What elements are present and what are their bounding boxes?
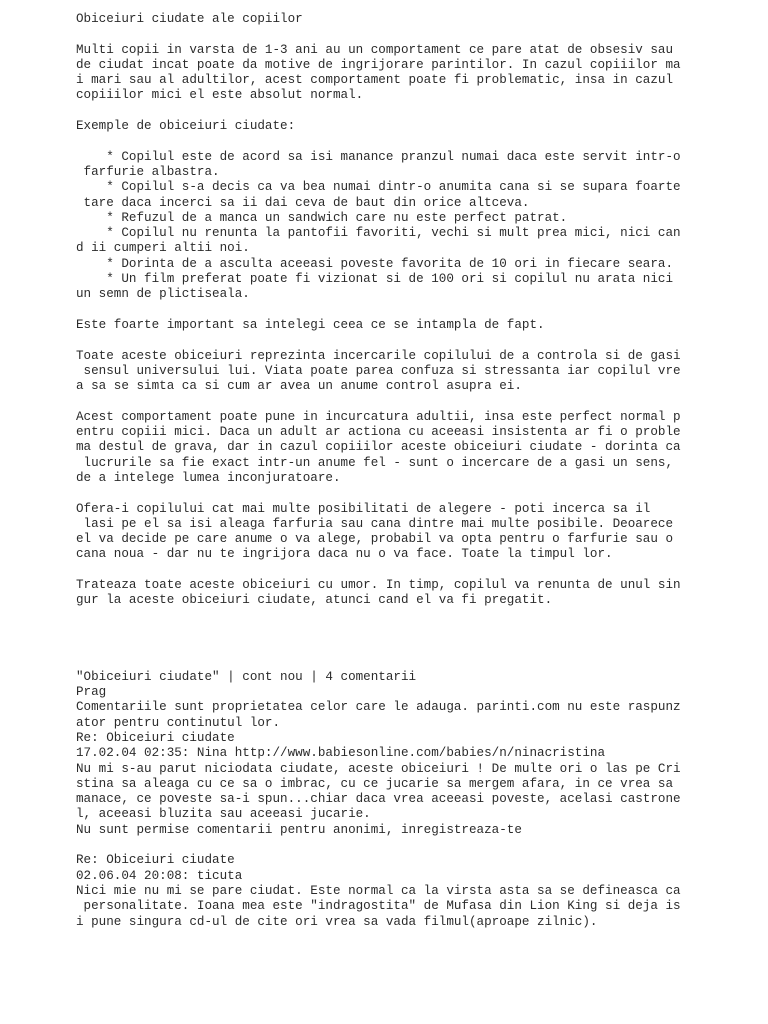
threshold-label: Prag	[76, 685, 107, 700]
comments-section	[76, 670, 716, 930]
text-line: cana noua - dar nu te ingrijora daca nu o va face. Toate la timpul lor.	[76, 547, 613, 562]
text-line: gur la aceste obiceiuri ciudate, atunci cand el va fi pregatit.	[76, 593, 553, 608]
comment-meta: 17.02.04 02:35: Nina http://www.babiesonline.com/babies/n/ninacristina	[76, 746, 606, 761]
text-line: Multi copii in varsta de 1-3 ani au un comportament ce pare atat de obsesiv sau	[76, 42, 674, 57]
text-line: de a intelege lumea inconjuratoare.	[76, 470, 341, 485]
text-line: i mari sau al adultilor, acest comportament poate fi problematic, insa in cazul	[76, 73, 674, 88]
comment-body-line: personalitate. Ioana mea este "indragostita" de Mufasa din Lion King si deja is	[76, 899, 681, 914]
comment-body-line: Nici mie nu mi se pare ciudat. Este normal ca la virsta asta sa se defineasca ca	[76, 883, 681, 898]
spacer	[76, 27, 716, 42]
spacer	[76, 563, 716, 578]
comment-body-line: Nu mi s-au parut niciodata ciudate, aceste obiceiuri ! De multe ori o las pe Cri	[76, 761, 681, 776]
examples-list	[76, 150, 716, 303]
spacer	[76, 134, 716, 149]
text-line: de ciudat incat poate da motive de ingrijorare parintilor. In cazul copiiilor ma	[76, 57, 681, 72]
list-item-line: tare daca incerci sa ii dai ceva de baut din orice altceva.	[76, 195, 530, 210]
paragraph-1	[76, 349, 716, 395]
list-item-line: * Copilul este de acord sa isi manance pranzul numai daca este servit intr-o	[76, 149, 681, 164]
text-line: Ofera-i copilului cat mai multe posibilitati de alegere - poti incerca sa il	[76, 501, 651, 516]
list-item-line: * Dorinta de a asculta aceeasi poveste favorita de 10 ori in fiecare seara.	[76, 256, 674, 271]
disclaimer-line: ator pentru continutul lor.	[76, 715, 281, 730]
intro-paragraph	[76, 43, 716, 104]
comment-body-line: manace, ce poveste sa-i spun...chiar daca vrea aceeasi poveste, acelasi castrone	[76, 792, 681, 807]
paragraph-4	[76, 578, 716, 609]
paragraph-2	[76, 410, 716, 486]
text-line: copiiilor mici el este absolut normal.	[76, 88, 364, 103]
list-item-line: farfurie albastra.	[76, 164, 220, 179]
list-item-line: * Copilul s-a decis ca va bea numai dintr-o anumita cana si se supara foarte	[76, 180, 681, 195]
paragraph-3	[76, 502, 716, 563]
comment	[76, 731, 716, 838]
important-line: Este foarte important sa intelegi ceea ce se intampla de fapt.	[76, 317, 545, 332]
comment-subject: Re: Obiceiuri ciudate	[76, 853, 235, 868]
comment-meta: 02.06.04 20:08: ticuta	[76, 868, 243, 883]
disclaimer-line: Comentariile sunt proprietatea celor care le adauga. parinti.com nu este raspunz	[76, 700, 681, 715]
text-line: entru copiii mici. Daca un adult ar actiona cu aceeasi insistenta ar fi o proble	[76, 425, 681, 440]
document-page	[76, 12, 716, 930]
comment-body-line: l, aceeasi bluzita sau aceeasi jucarie.	[76, 807, 371, 822]
text-line: ma destul de grava, dar in cazul copiiilor aceste obiceiuri ciudate - dorinta ca	[76, 440, 681, 455]
text-line: lasi pe el sa isi aleaga farfuria sau cana dintre mai multe posibile. Deoarece	[76, 516, 674, 531]
list-item-line: un semn de plictiseala.	[76, 287, 250, 302]
examples-heading: Exemple de obiceiuri ciudate:	[76, 119, 296, 134]
list-item-line: * Copilul nu renunta la pantofii favoriti, vechi si mult prea mici, nici can	[76, 226, 681, 241]
spacer	[76, 654, 716, 669]
text-line: Acest comportament poate pune in incurcatura adultii, insa este perfect normal p	[76, 409, 681, 424]
comment-note: Nu sunt permise comentarii pentru anonimi, inregistreaza-te	[76, 822, 522, 837]
spacer	[76, 303, 716, 318]
text-line: Toate aceste obiceiuri reprezinta incercarile copilului de a controla si de gasi	[76, 348, 681, 363]
spacer	[76, 394, 716, 409]
text-line: el va decide pe care anume o va alege, probabil va opta pentru o farfurie sau o	[76, 532, 674, 547]
spacer	[76, 333, 716, 348]
spacer	[76, 104, 716, 119]
spacer	[76, 838, 716, 853]
spacer	[76, 486, 716, 501]
list-item-line: d ii cumperi altii noi.	[76, 241, 250, 256]
comment-subject: Re: Obiceiuri ciudate	[76, 730, 235, 745]
text-line: Trateaza toate aceste obiceiuri cu umor. In timp, copilul va renunta de unul sin	[76, 577, 681, 592]
comment-body-line: i pune singura cd-ul de cite ori vrea sa vada filmul(aproape zilnic).	[76, 914, 598, 929]
spacer	[76, 609, 716, 655]
comments-header: "Obiceiuri ciudate" | cont nou | 4 comentarii	[76, 669, 417, 684]
text-line: a sa se simta ca si cum ar avea un anume control asupra ei.	[76, 379, 522, 394]
article-title: Obiceiuri ciudate ale copiilor	[76, 12, 303, 26]
comment	[76, 853, 716, 929]
list-item-line: * Refuzul de a manca un sandwich care nu este perfect patrat.	[76, 210, 568, 225]
text-line: lucrurile sa fie exact intr-un anume fel - sunt o incercare de a gasi un sens,	[76, 455, 674, 470]
list-item-line: * Un film preferat poate fi vizionat si de 100 ori si copilul nu arata nici	[76, 272, 674, 287]
text-line: sensul universului lui. Viata poate parea confuza si stressanta iar copilul vre	[76, 363, 681, 378]
comment-body-line: stina sa aleaga cu ce sa o imbrac, cu ce jucarie sa mergem afara, in ce vrea sa	[76, 776, 674, 791]
